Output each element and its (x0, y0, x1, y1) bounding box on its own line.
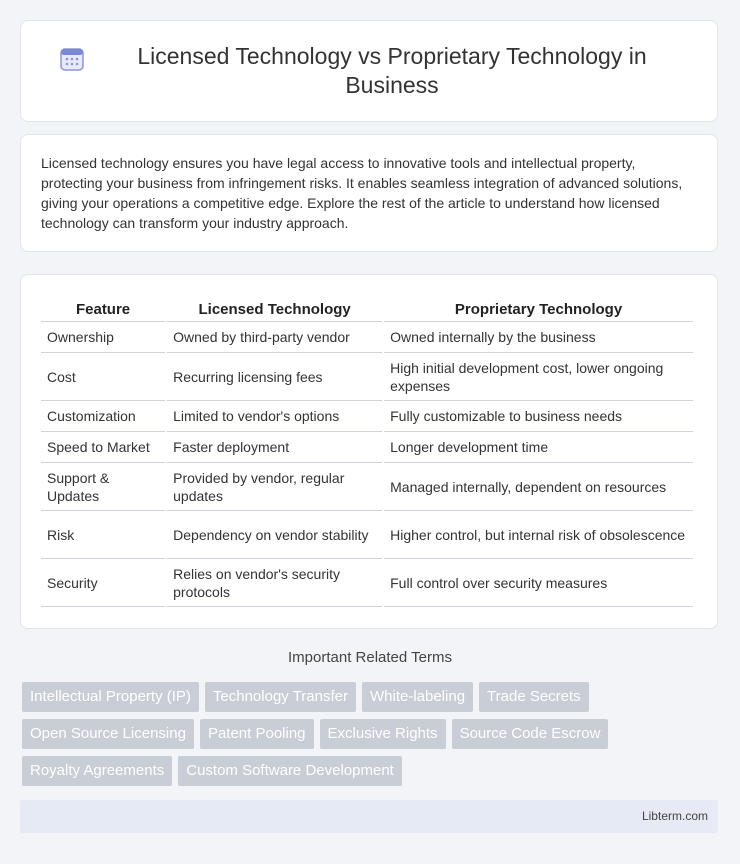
title-card (20, 20, 718, 122)
cell-feature: Security (41, 559, 165, 607)
cell-feature: Support & Updates (41, 463, 165, 511)
cell-licensed: Recurring licensing fees (167, 353, 382, 401)
related-terms (22, 682, 722, 793)
comparison-table-card (20, 274, 718, 629)
header-licensed: Licensed Technology (167, 295, 382, 322)
term-row (22, 756, 722, 786)
cell-feature: Speed to Market (41, 432, 165, 463)
header-proprietary: Proprietary Technology (384, 295, 693, 322)
cell-proprietary: Longer development time (384, 432, 693, 463)
table-row (41, 432, 693, 463)
cell-proprietary: Owned internally by the business (384, 322, 693, 353)
footer-site-link[interactable]: Libterm.com (641, 809, 708, 823)
cell-feature: Customization (41, 401, 165, 432)
term-row (22, 719, 722, 749)
term-tag[interactable]: Trade Secrets (479, 682, 589, 712)
term-row (22, 682, 722, 712)
term-tag[interactable]: Technology Transfer (205, 682, 356, 712)
cell-proprietary: Managed internally, dependent on resources (384, 463, 693, 511)
term-tag[interactable]: Patent Pooling (200, 719, 314, 749)
table-header-row (41, 295, 693, 322)
cell-feature: Cost (41, 353, 165, 401)
intro-paragraph: Licensed technology ensures you have legal access to innovative tools and intellectual property, protecting your business from infringement risks. It enables seamless integration of advanced solutions, giving your operations a competitive edge. Explore the rest of the article to understand how licensed technology can transform your industry approach. (41, 155, 683, 231)
intro-card (20, 134, 718, 252)
related-terms-heading: Important Related Terms (288, 649, 452, 666)
table-row (41, 353, 693, 401)
cell-licensed: Faster deployment (167, 432, 382, 463)
cell-proprietary: Fully customizable to business needs (384, 401, 693, 432)
term-tag[interactable]: Open Source Licensing (22, 719, 194, 749)
title-wrap (59, 42, 679, 100)
cell-feature: Ownership (41, 322, 165, 353)
cell-licensed: Provided by vendor, regular updates (167, 463, 382, 511)
table-row (41, 511, 693, 559)
term-tag[interactable]: Exclusive Rights (320, 719, 446, 749)
cell-proprietary: High initial development cost, lower ongoing expenses (384, 353, 693, 401)
comparison-table (39, 295, 695, 607)
cell-licensed: Relies on vendor's security protocols (167, 559, 382, 607)
table-row (41, 463, 693, 511)
term-tag[interactable]: Custom Software Development (178, 756, 402, 786)
cell-licensed: Limited to vendor's options (167, 401, 382, 432)
table-row (41, 322, 693, 353)
cell-proprietary: Higher control, but internal risk of obsolescence (384, 511, 693, 559)
cell-feature: Risk (41, 511, 165, 559)
table-row (41, 559, 693, 607)
term-tag[interactable]: White-labeling (362, 682, 473, 712)
page-title: Licensed Technology vs Proprietary Technology in Business (137, 43, 647, 98)
term-tag[interactable]: Royalty Agreements (22, 756, 172, 786)
cell-licensed: Owned by third-party vendor (167, 322, 382, 353)
footer (20, 800, 718, 833)
calendar-icon (59, 46, 85, 72)
table-row (41, 401, 693, 432)
header-feature: Feature (41, 295, 165, 322)
term-tag[interactable]: Source Code Escrow (452, 719, 609, 749)
cell-proprietary: Full control over security measures (384, 559, 693, 607)
term-tag[interactable]: Intellectual Property (IP) (22, 682, 199, 712)
cell-licensed: Dependency on vendor stability (167, 511, 382, 559)
